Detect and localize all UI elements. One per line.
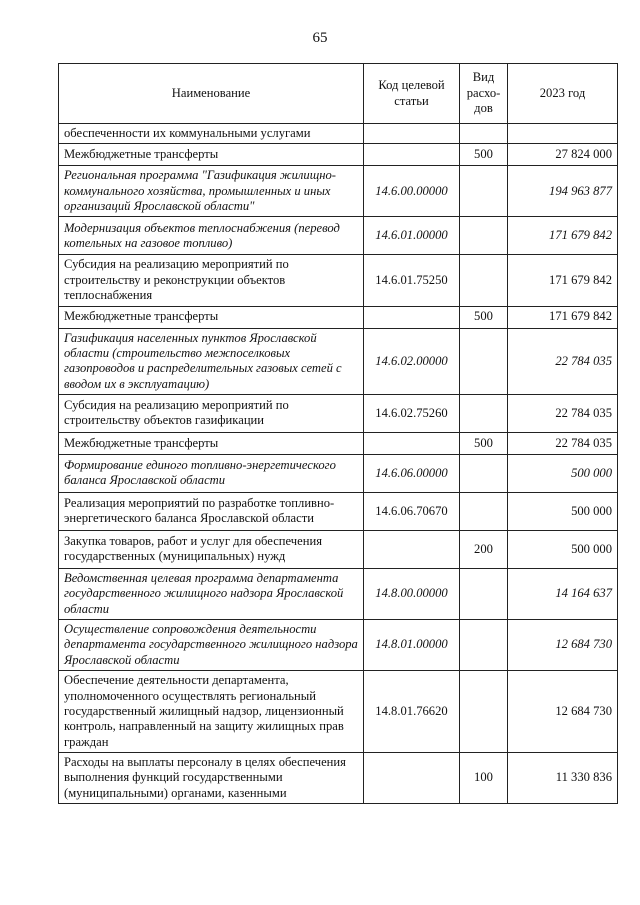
row-name: Реализация мероприятий по разработке топливно-энергетического баланса Ярославской области [59, 492, 364, 530]
row-amount [508, 124, 618, 144]
table-row [59, 255, 618, 306]
row-amount: 22 784 035 [508, 328, 618, 394]
row-amount: 500 000 [508, 492, 618, 530]
row-name: Ведомственная целевая программа департамента государственного жилищного надзора Ярославской области [59, 568, 364, 619]
row-amount: 11 330 836 [508, 753, 618, 804]
row-name: Межбюджетные трансферты [59, 306, 364, 328]
row-amount: 14 164 637 [508, 568, 618, 619]
row-expense-type: 500 [460, 306, 508, 328]
row-name: Субсидия на реализацию мероприятий по строительству и реконструкции объектов теплоснабжения [59, 255, 364, 306]
row-amount: 22 784 035 [508, 432, 618, 454]
table-row [59, 454, 618, 492]
table-row [59, 144, 618, 166]
table-row [59, 530, 618, 568]
page-number: 65 [312, 30, 328, 46]
row-expense-type: 500 [460, 432, 508, 454]
row-code [364, 432, 460, 454]
row-code: 14.6.02.00000 [364, 328, 460, 394]
row-expense-type: 100 [460, 753, 508, 804]
row-amount: 500 000 [508, 454, 618, 492]
row-amount: 12 684 730 [508, 671, 618, 753]
table-row [59, 328, 618, 394]
row-amount: 171 679 842 [508, 255, 618, 306]
row-amount: 27 824 000 [508, 144, 618, 166]
row-name: Закупка товаров, работ и услуг для обеспечения государственных (муниципальных) нужд [59, 530, 364, 568]
row-expense-type [460, 328, 508, 394]
row-name: Обеспечение деятельности департамента, уполномоченного осуществлять региональный государственный жилищный надзор, лицензионный контроль, направленный на защиту жилищных прав граждан [59, 671, 364, 753]
header-code: Код целевой статьи [364, 64, 460, 124]
row-amount: 171 679 842 [508, 217, 618, 255]
row-amount: 194 963 877 [508, 166, 618, 217]
row-name: Формирование единого топливно-энергетического баланса Ярославской области [59, 454, 364, 492]
row-expense-type [460, 671, 508, 753]
row-code: 14.6.01.75250 [364, 255, 460, 306]
row-expense-type [460, 217, 508, 255]
table-row [59, 217, 618, 255]
table-row [59, 166, 618, 217]
row-code: 14.6.02.75260 [364, 394, 460, 432]
header-amount-2023: 2023 год [508, 64, 618, 124]
row-expense-type [460, 124, 508, 144]
table-row [59, 671, 618, 753]
table-row [59, 432, 618, 454]
row-code [364, 144, 460, 166]
budget-table [58, 63, 618, 804]
row-name: Субсидия на реализацию мероприятий по строительству объектов газификации [59, 394, 364, 432]
row-name: Модернизация объектов теплоснабжения (перевод котельных на газовое топливо) [59, 217, 364, 255]
row-expense-type [460, 620, 508, 671]
row-code: 14.8.01.00000 [364, 620, 460, 671]
table-row [59, 753, 618, 804]
table-row [59, 124, 618, 144]
row-name: Осуществление сопровождения деятельности департамента государственного жилищного надзора Ярославской области [59, 620, 364, 671]
row-code: 14.6.01.00000 [364, 217, 460, 255]
row-expense-type [460, 394, 508, 432]
row-code: 14.6.06.70670 [364, 492, 460, 530]
row-name: Межбюджетные трансферты [59, 144, 364, 166]
header-expense-type: Вид расхо-дов [460, 64, 508, 124]
row-expense-type [460, 568, 508, 619]
table-row [59, 394, 618, 432]
table-row [59, 568, 618, 619]
table-row [59, 306, 618, 328]
row-code [364, 530, 460, 568]
row-code: 14.6.06.00000 [364, 454, 460, 492]
row-code: 14.8.00.00000 [364, 568, 460, 619]
table-row [59, 492, 618, 530]
row-name: Региональная программа "Газификация жилищно-коммунального хозяйства, промышленных и иных организаций Ярославской области" [59, 166, 364, 217]
header-name: Наименование [59, 64, 364, 124]
row-expense-type: 200 [460, 530, 508, 568]
row-code: 14.6.00.00000 [364, 166, 460, 217]
row-code [364, 753, 460, 804]
row-amount: 171 679 842 [508, 306, 618, 328]
row-expense-type [460, 492, 508, 530]
row-code [364, 306, 460, 328]
row-name: Межбюджетные трансферты [59, 432, 364, 454]
row-expense-type [460, 255, 508, 306]
row-code [364, 124, 460, 144]
row-amount: 22 784 035 [508, 394, 618, 432]
row-name: Газификация населенных пунктов Ярославской области (строительство межпоселковых газопроводов и распределительных газовых сетей с вводом их в эксплуатацию) [59, 328, 364, 394]
row-amount: 500 000 [508, 530, 618, 568]
row-name: обеспеченности их коммунальными услугами [59, 124, 364, 144]
row-expense-type: 500 [460, 144, 508, 166]
row-amount: 12 684 730 [508, 620, 618, 671]
table-row [59, 620, 618, 671]
row-code: 14.8.01.76620 [364, 671, 460, 753]
row-expense-type [460, 454, 508, 492]
row-name: Расходы на выплаты персоналу в целях обеспечения выполнения функций государственными (муниципальными) органами, казенными [59, 753, 364, 804]
table-header-row [59, 64, 618, 124]
row-expense-type [460, 166, 508, 217]
